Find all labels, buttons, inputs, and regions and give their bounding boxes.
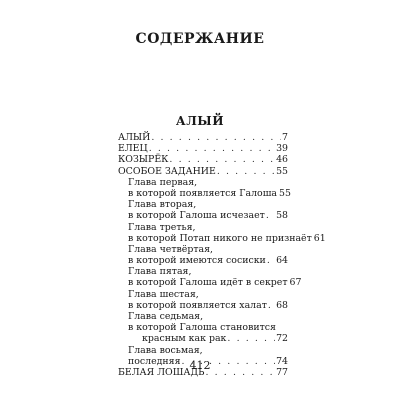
- toc-entry-title: в которой Галоша становится: [128, 322, 276, 334]
- toc-entry-page: 74: [276, 355, 288, 367]
- toc-entry-page: 55: [276, 165, 288, 177]
- toc-entry: [118, 222, 288, 233]
- toc-entry-title: ОСОБОЕ ЗАДАНИЕ: [118, 165, 216, 177]
- toc-entry: [118, 333, 288, 344]
- toc-entry-page: 61: [313, 232, 326, 244]
- toc-entry: [118, 132, 288, 143]
- toc-entry-title: Глава первая,: [128, 176, 198, 188]
- dot-leader: [169, 154, 275, 165]
- toc-entry: [118, 244, 288, 255]
- toc-entry: [118, 210, 288, 221]
- dot-leader: [267, 255, 275, 266]
- toc-entry-title: КОЗЫРЁК: [118, 154, 169, 166]
- toc-entry: [118, 300, 288, 311]
- dot-leader: [149, 143, 275, 154]
- dot-leader: [266, 210, 275, 221]
- toc-entry-title: Глава пятая,: [128, 266, 192, 278]
- toc-entry-page: 46: [276, 154, 288, 166]
- toc-entry: [118, 187, 291, 199]
- toc-entry-title: ЕЛЕЦ: [118, 143, 148, 155]
- toc-entry-title: Глава седьмая,: [128, 311, 204, 322]
- toc-entry-page: 64: [276, 255, 288, 267]
- toc-entry-title: Глава третья,: [128, 221, 196, 233]
- toc-entry: [118, 255, 288, 266]
- toc-entry-title: в которой Потап никого не признаёт: [128, 232, 312, 244]
- toc-entry: [118, 166, 288, 177]
- toc-entry-page: 72: [276, 333, 288, 345]
- toc-entry-title: Глава вторая,: [128, 199, 197, 211]
- dot-leader: [227, 333, 275, 344]
- page-title: СОДЕРЖАНИЕ: [135, 31, 265, 47]
- toc-entry-title: в которой Галоша идёт в секрет: [128, 277, 288, 289]
- toc-entry: [118, 143, 288, 154]
- toc-entry: [118, 311, 288, 322]
- toc-entry: [118, 266, 288, 277]
- toc-entry: [118, 345, 288, 356]
- toc-entry: [118, 199, 288, 210]
- section-title: АЛЫЙ: [175, 114, 225, 128]
- toc-entry-title: в которой появляется Галоша: [128, 187, 278, 199]
- toc-entry-page: 58: [276, 210, 288, 222]
- toc-entry-title: Глава восьмая,: [128, 344, 203, 356]
- toc-entry-page: 68: [276, 299, 288, 311]
- toc-entry-page: 39: [276, 143, 288, 155]
- toc-entry-title: Глава шестая,: [128, 288, 199, 300]
- toc-entry-title: АЛЫЙ: [118, 132, 151, 143]
- page-number: 412: [189, 359, 211, 372]
- toc-entry-page: 67: [289, 277, 302, 289]
- toc-entry-page: 77: [276, 366, 288, 378]
- table-of-contents: [118, 132, 326, 378]
- toc-entry: [118, 289, 288, 300]
- toc-entry: [118, 322, 288, 333]
- toc-entry-title: БЕЛАЯ ЛОШАДЬ: [118, 366, 205, 378]
- dot-leader: [151, 132, 281, 143]
- toc-entry: [118, 154, 288, 165]
- toc-entry: [118, 277, 302, 289]
- dot-leader: [217, 166, 275, 177]
- toc-entry: [118, 177, 288, 188]
- toc-entry-page: 7: [282, 132, 288, 143]
- toc-entry: [118, 232, 326, 244]
- toc-entry-title: Глава четвёртая,: [128, 243, 214, 255]
- toc-entry-title: в которой имеются сосиски: [128, 255, 266, 267]
- toc-entry-title: в которой Галоша исчезает: [128, 210, 265, 222]
- toc-entry-page: 55: [279, 187, 291, 199]
- toc-entry-title: красным как рак: [142, 333, 227, 345]
- toc-entry-title: в которой появляется халат: [128, 299, 267, 311]
- toc-entry-title: последняя: [128, 355, 181, 367]
- dot-leader: [268, 300, 275, 311]
